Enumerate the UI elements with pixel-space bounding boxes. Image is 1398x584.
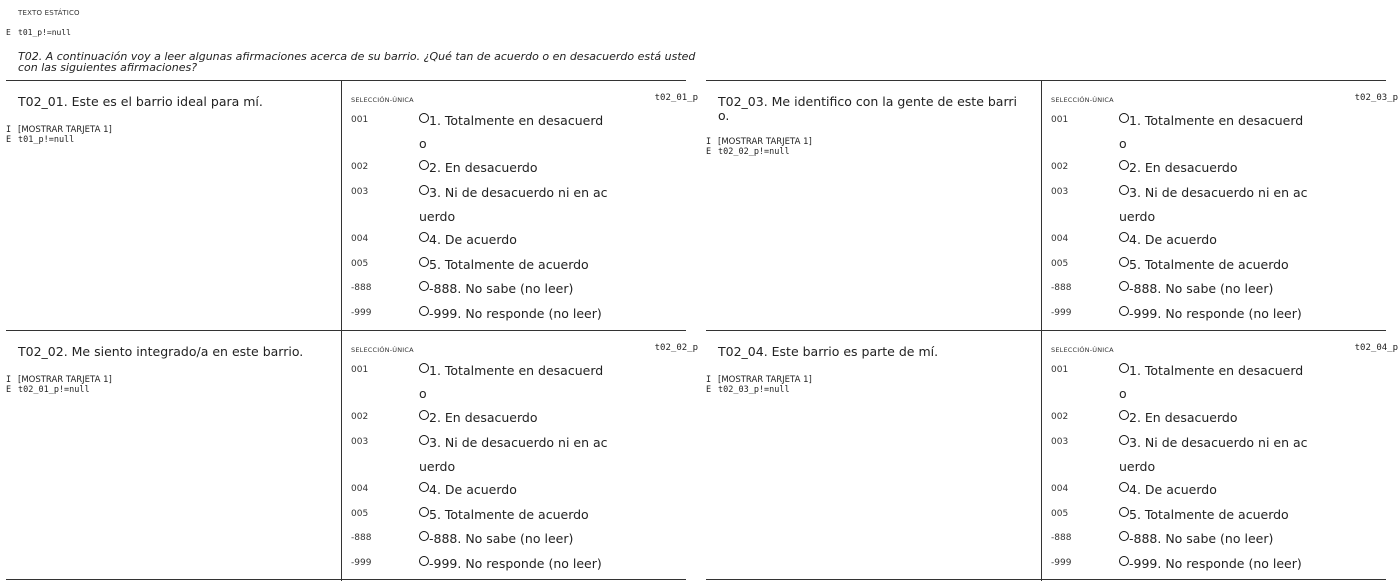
option-label: 3. Ni de desacuerdo ni en ac <box>429 435 608 450</box>
condition-code: t01_p!=null <box>18 28 71 37</box>
option-code: -888 <box>1051 283 1072 293</box>
radio-button[interactable] <box>1119 482 1129 492</box>
option-code: -999 <box>351 558 372 568</box>
option-code: 001 <box>1051 115 1069 125</box>
question-title: T02_03. Me identifico con la gente de este barri o. <box>718 94 1017 123</box>
option-code: -999 <box>351 308 372 318</box>
question-title: T02_02. Me siento integrado/a en este barrio. <box>18 344 304 359</box>
option-code: 001 <box>351 365 369 375</box>
option-label: -999. No responde (no leer) <box>429 306 602 321</box>
column-divider <box>1041 81 1042 331</box>
option-label: 5. Totalmente de acuerdo <box>429 257 589 272</box>
option-code: -888 <box>351 533 372 543</box>
radio-button[interactable] <box>419 160 429 170</box>
option-code: 004 <box>1051 234 1069 244</box>
radio-button[interactable] <box>419 507 429 517</box>
question-instruction: I [MOSTRAR TARJETA 1] <box>6 375 112 385</box>
option-label: 3. Ni de desacuerdo ni en ac <box>1129 435 1308 450</box>
option-label: 2. En desacuerdo <box>1129 410 1238 425</box>
radio-button[interactable] <box>419 306 429 316</box>
question-condition: E t02_02_p!=null <box>706 147 790 157</box>
option-label: 1. Totalmente en desacuerd <box>429 113 604 128</box>
question-condition: E t01_p!=null <box>6 135 75 145</box>
option-label: -888. No sabe (no leer) <box>429 531 574 546</box>
option-code: -888 <box>351 283 372 293</box>
option-code: 003 <box>351 187 369 197</box>
option-code: 002 <box>1051 412 1069 422</box>
option-label: 2. En desacuerdo <box>429 410 538 425</box>
option-label-continuation: uerdo <box>419 209 456 224</box>
option-label: 4. De acuerdo <box>429 232 517 247</box>
radio-button[interactable] <box>419 281 429 291</box>
option-label: 2. En desacuerdo <box>1129 160 1238 175</box>
option-label: -888. No sabe (no leer) <box>1129 531 1274 546</box>
static-text-label: TEXTO ESTÁTICO <box>18 9 80 17</box>
radio-button[interactable] <box>419 556 429 566</box>
radio-button[interactable] <box>419 482 429 492</box>
radio-button[interactable] <box>419 410 429 420</box>
option-label: 1. Totalmente en desacuerd <box>429 363 604 378</box>
option-label-continuation: uerdo <box>1119 459 1156 474</box>
option-label: -999. No responde (no leer) <box>1129 306 1302 321</box>
option-code: 004 <box>351 234 369 244</box>
option-code: 005 <box>351 259 369 269</box>
option-label-continuation: uerdo <box>1119 209 1156 224</box>
option-label: 1. Totalmente en desacuerd <box>1129 363 1304 378</box>
radio-button[interactable] <box>1119 556 1129 566</box>
selection-type-label: SELECCIÓN-ÚNICA <box>351 96 414 104</box>
option-label-continuation: o <box>419 386 427 401</box>
option-code: 005 <box>351 509 369 519</box>
selection-type-label: SELECCIÓN-ÚNICA <box>1051 346 1114 354</box>
option-label: -888. No sabe (no leer) <box>1129 281 1274 296</box>
radio-button[interactable] <box>1119 363 1129 373</box>
option-code: -999 <box>1051 308 1072 318</box>
variable-name: t02_03_p <box>1354 93 1398 103</box>
option-code: 001 <box>351 115 369 125</box>
option-label: 5. Totalmente de acuerdo <box>1129 257 1289 272</box>
intro-text: T02. A continuación voy a leer algunas afirmaciones acerca de su barrio. ¿Qué tan de acuerdo o en desacuerdo está usted con las siguientes afirmaciones? <box>18 50 696 74</box>
option-code: 002 <box>1051 162 1069 172</box>
selection-type-label: SELECCIÓN-ÚNICA <box>351 346 414 354</box>
column-divider <box>1041 331 1042 581</box>
variable-name: t02_01_p <box>654 93 698 103</box>
option-label: 3. Ni de desacuerdo ni en ac <box>1129 185 1308 200</box>
option-label-continuation: o <box>1119 386 1127 401</box>
option-label: 1. Totalmente en desacuerd <box>1129 113 1304 128</box>
question-block <box>6 330 698 581</box>
radio-button[interactable] <box>1119 281 1129 291</box>
radio-button[interactable] <box>1119 257 1129 267</box>
option-code: 003 <box>351 437 369 447</box>
question-condition: E t02_01_p!=null <box>6 385 90 395</box>
radio-button[interactable] <box>1119 410 1129 420</box>
option-code: 003 <box>1051 437 1069 447</box>
question-instruction: I [MOSTRAR TARJETA 1] <box>706 375 812 385</box>
condition-prefix: E <box>6 28 11 37</box>
option-label: 4. De acuerdo <box>1129 232 1217 247</box>
option-label: -888. No sabe (no leer) <box>429 281 574 296</box>
option-code: 005 <box>1051 509 1069 519</box>
radio-button[interactable] <box>1119 435 1129 445</box>
question-block <box>706 80 1398 331</box>
option-code: 004 <box>351 484 369 494</box>
radio-button[interactable] <box>419 232 429 242</box>
option-label-continuation: uerdo <box>419 459 456 474</box>
option-label: 5. Totalmente de acuerdo <box>429 507 589 522</box>
question-condition: E t02_03_p!=null <box>706 385 790 395</box>
question-instruction: I [MOSTRAR TARJETA 1] <box>706 137 812 147</box>
option-code: 005 <box>1051 259 1069 269</box>
radio-button[interactable] <box>1119 306 1129 316</box>
option-code: 001 <box>1051 365 1069 375</box>
variable-name: t02_02_p <box>654 343 698 353</box>
option-label-continuation: o <box>1119 136 1127 151</box>
radio-button[interactable] <box>1119 185 1129 195</box>
option-label: 2. En desacuerdo <box>429 160 538 175</box>
column-divider <box>341 331 342 581</box>
selection-type-label: SELECCIÓN-ÚNICA <box>1051 96 1114 104</box>
option-code: -888 <box>1051 533 1072 543</box>
radio-button[interactable] <box>419 435 429 445</box>
column-divider <box>341 81 342 331</box>
bottom-rule <box>6 579 686 580</box>
question-block <box>706 330 1398 581</box>
radio-button[interactable] <box>1119 507 1129 517</box>
radio-button[interactable] <box>419 531 429 541</box>
radio-button[interactable] <box>419 113 429 123</box>
variable-name: t02_04_p <box>1354 343 1398 353</box>
header-condition <box>6 28 71 37</box>
question-block <box>6 80 698 331</box>
option-code: -999 <box>1051 558 1072 568</box>
option-label-continuation: o <box>419 136 427 151</box>
option-code: 003 <box>1051 187 1069 197</box>
option-code: 004 <box>1051 484 1069 494</box>
option-label: -999. No responde (no leer) <box>1129 556 1302 571</box>
radio-button[interactable] <box>419 185 429 195</box>
radio-button[interactable] <box>1119 531 1129 541</box>
option-label: -999. No responde (no leer) <box>429 556 602 571</box>
option-label: 5. Totalmente de acuerdo <box>1129 507 1289 522</box>
bottom-rule <box>706 579 1386 580</box>
option-label: 4. De acuerdo <box>1129 482 1217 497</box>
option-label: 3. Ni de desacuerdo ni en ac <box>429 185 608 200</box>
radio-button[interactable] <box>1119 160 1129 170</box>
question-title: T02_04. Este barrio es parte de mí. <box>718 344 939 359</box>
radio-button[interactable] <box>419 257 429 267</box>
option-code: 002 <box>351 412 369 422</box>
question-instruction: I [MOSTRAR TARJETA 1] <box>6 125 112 135</box>
radio-button[interactable] <box>1119 113 1129 123</box>
option-label: 4. De acuerdo <box>429 482 517 497</box>
option-code: 002 <box>351 162 369 172</box>
question-title: T02_01. Este es el barrio ideal para mí. <box>18 94 263 109</box>
radio-button[interactable] <box>419 363 429 373</box>
radio-button[interactable] <box>1119 232 1129 242</box>
